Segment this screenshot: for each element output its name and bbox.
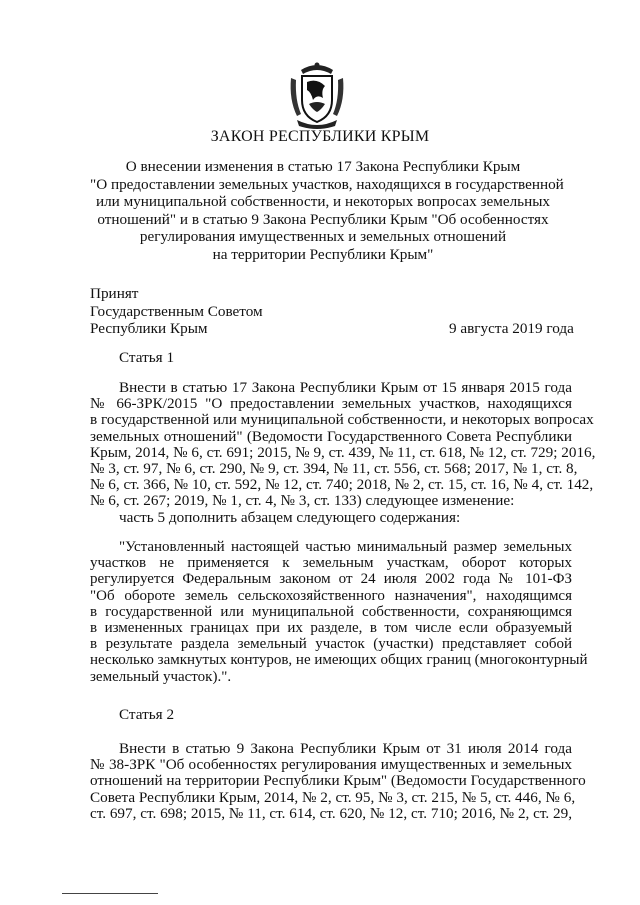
text-line: № 66-ЗРК/2015 "О предоставлении земельных участков, находящихся	[90, 395, 572, 413]
subtitle-line: или муниципальной собственности, и некоторых вопросах земельных	[95, 193, 551, 210]
text-line: № 6, ст. 267; 2019, № 1, ст. 4, № 3, ст. 133) следующее изменение:	[90, 492, 515, 510]
quote-line: несколько замкнутых контуров, не имеющих общих границ (многоконтурный	[90, 652, 588, 669]
article-2-text	[90, 740, 586, 822]
article-2-heading: Статья 2	[119, 706, 175, 723]
text-line: № 38-ЗРК "Об особенностях регулирования имущественных и земельных	[90, 756, 572, 774]
text-line: отношений на территории Республики Крым" (Ведомости Государственного	[90, 772, 586, 790]
text-line: ст. 697, ст. 698; 2015, № 11, ст. 614, ст. 620, № 12, ст. 710; 2016, № 2, ст. 29,	[90, 804, 572, 822]
quote-line: "Установленный настоящей частью минимальный размер земельных	[119, 539, 572, 555]
subtitle-line: О внесении изменения в статью 17 Закона Республики Крым	[125, 158, 521, 175]
article-1-heading: Статья 1	[119, 349, 175, 366]
text-line: Внести в статью 17 Закона Республики Крым от 15 января 2015 года	[119, 379, 572, 396]
subtitle-line: отношений" и в статью 9 Закона Республики Крым "Об особенностях	[97, 210, 549, 228]
text-line: № 3, ст. 97, № 6, ст. 290, № 9, ст. 394, № 11, ст. 556, ст. 568; 2017, № 1, ст. 8,	[90, 460, 578, 478]
text-line: в государственной или муниципальной собственности, и некоторых вопросах	[90, 411, 594, 429]
adoption-line: Республики Крым	[90, 320, 208, 337]
article-1-quote	[90, 539, 588, 685]
quote-line: участков не применяется к земельным участкам, оборот которых	[90, 555, 572, 572]
text-line: № 6, ст. 366, № 10, ст. 592, № 12, ст. 740; 2018, № 2, ст. 15, ст. 16, № 4, ст. 142,	[90, 476, 594, 494]
quote-line: "Об обороте земель сельскохозяйственного назначения", находящимся	[90, 587, 572, 604]
adoption-date: 9 августа 2019 года	[449, 320, 574, 337]
quote-line: в результате раздела земельный участок (участки) представляет собой	[90, 636, 572, 653]
adoption-block	[90, 285, 263, 338]
quote-line: земельный участок).".	[90, 668, 232, 685]
law-title: ЗАКОН РЕСПУБЛИКИ КРЫМ	[210, 128, 430, 145]
text-line: земельных отношений" (Ведомости Государственного Совета Республики	[90, 427, 572, 445]
quote-line: в государственной или муниципальной собственности, сохраняющимся	[90, 603, 572, 620]
adoption-line: Государственным Советом	[90, 302, 263, 320]
article-1-part-line: часть 5 дополнить абзацем следующего содержания:	[119, 509, 461, 526]
text-line: Совета Республики Крым, 2014, № 2, ст. 95, № 3, ст. 215, № 5, ст. 446, № 6,	[90, 788, 576, 806]
subtitle-line: на территории Республики Крым"	[212, 245, 434, 263]
text-line: Внести в статью 9 Закона Республики Крым от 31 июля 2014 года	[119, 740, 572, 757]
law-subtitle	[90, 158, 564, 263]
quote-line: в измененных границах при их разделе, в том числе если образуемый	[90, 620, 572, 637]
subtitle-line: регулирования имущественных и земельных отношений	[139, 228, 507, 245]
quote-line: регулируется Федеральным законом от 24 июля 2002 года № 101-ФЗ	[90, 571, 572, 588]
subtitle-line: "О предоставлении земельных участков, находящихся в государственной	[90, 175, 564, 193]
footnote-divider	[62, 893, 158, 894]
article-1-text	[90, 379, 596, 510]
coat-of-arms-emblem	[287, 60, 347, 130]
adoption-line: Принят	[90, 285, 139, 302]
text-line: Крым, 2014, № 6, ст. 691; 2015, № 9, ст. 439, № 11, ст. 618, № 12, ст. 729; 2016,	[90, 443, 596, 461]
